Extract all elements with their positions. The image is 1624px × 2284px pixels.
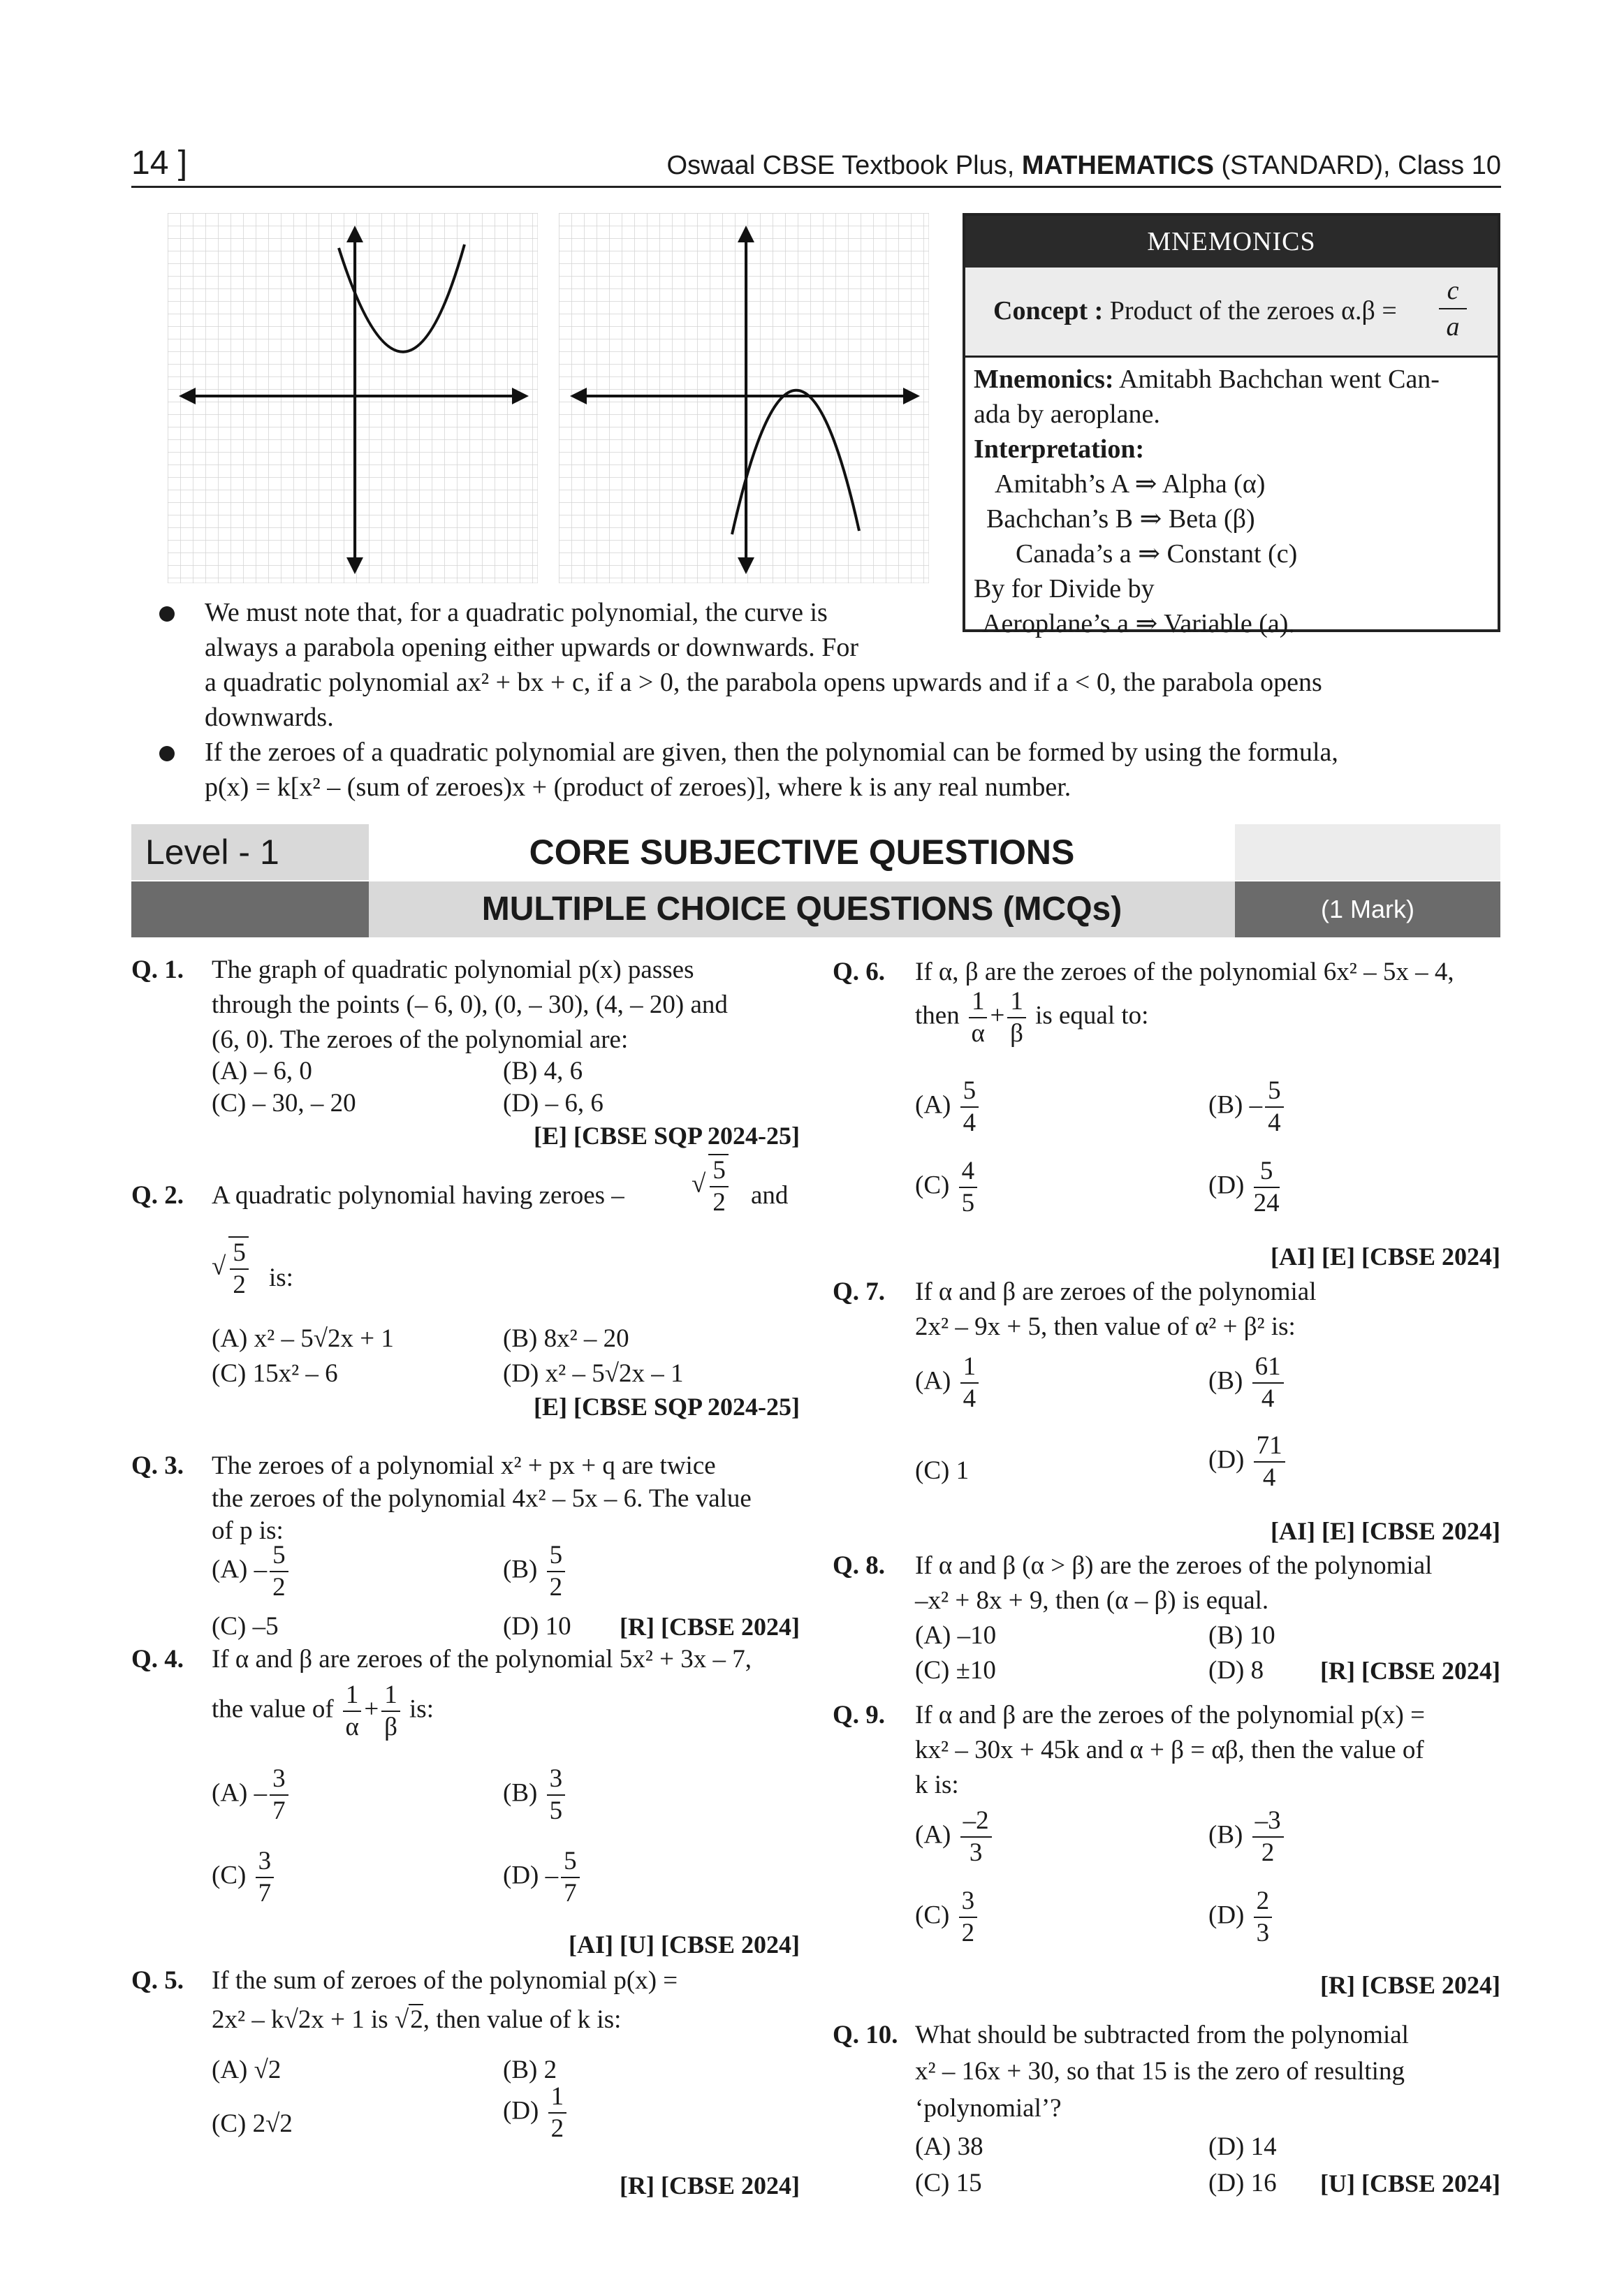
option-d: (D) $\frac{2}{3}$ — [1208, 1886, 1275, 1949]
option-b: (B) 4, 6 — [503, 1057, 583, 1085]
question-text: 2x² – k√2x + 1 is √2, then value of k is: — [212, 2005, 622, 2034]
option-b: (B) 8x² – 20 — [503, 1324, 629, 1353]
question-text: If α and β are zeroes of the polynomial 5x² + 3x – 7, — [212, 1645, 752, 1674]
option-c: (C) – 30, – 20 — [212, 1089, 356, 1118]
mnemonics-body: Mnemonics: Amitabh Bachchan went Can- ada by aeroplane. Interpretation: Amitabh’s A ⇒ Alpha (α) Bachchan’s B ⇒ Beta (β) Canada’s a ⇒ Constant (c) By for Divide by Aeroplane’s a ⇒ Variable (a). — [974, 365, 1440, 638]
downward-parabola-graph — [559, 213, 929, 583]
note-line: always a parabola opening either upwards or downwards. For — [205, 633, 859, 662]
question-number: Q. 3. — [131, 1451, 184, 1480]
option-c: (C) 2√2 — [212, 2109, 293, 2138]
option-b: (B) – $\frac{5}{4}$ — [1208, 1076, 1287, 1139]
note-line: We must note that, for a quadratic polynomial, the curve is — [205, 598, 828, 627]
question-number: Q. 2. — [131, 1181, 184, 1210]
page-number: 14 ] — [131, 145, 188, 182]
question-source: [U] [CBSE 2024] — [1320, 2169, 1500, 2197]
question-text: If α, β are the zeroes of the polynomial 6x² – 5x – 4, — [915, 958, 1454, 986]
question-source: [E] [CBSE SQP 2024-25] — [533, 1122, 800, 1150]
option-c: (C) 1 — [915, 1456, 970, 1485]
option-a: (A) $\frac{5}{4}$ — [915, 1076, 981, 1139]
option-d: (D) $\frac{1}{2}$ — [503, 2081, 569, 2144]
question-number: Q. 6. — [833, 958, 886, 986]
option-b: (B) $\frac{3}{5}$ — [503, 1764, 568, 1827]
option-d: (D) 8 — [1208, 1656, 1264, 1685]
question-text: The graph of quadratic polynomial p(x) passes — [212, 956, 694, 984]
question-text: If α and β (α > β) are the zeroes of the polynomial — [915, 1551, 1433, 1580]
option-d: (D) x² – 5√2x – 1 — [503, 1359, 684, 1388]
question-text: 2x² – 9x + 5, then value of α² + β² is: — [915, 1312, 1296, 1341]
note-line: If the zeroes of a quadratic polynomial are given, then the polynomial can be formed by using the formula, — [205, 738, 1338, 767]
question-number: Q. 4. — [131, 1645, 184, 1674]
option-d: (D) – 6, 6 — [503, 1089, 603, 1118]
option-b: (B) $\frac{-3}{2}$ — [1208, 1806, 1287, 1868]
section-title: CORE SUBJECTIVE QUESTIONS — [529, 833, 1075, 872]
question-text: If α and β are the zeroes of the polynomial p(x) = — [915, 1701, 1425, 1729]
question-number: Q. 8. — [833, 1551, 886, 1580]
question-source: [R] [CBSE 2024] — [1320, 1657, 1500, 1685]
option-c: (C) –5 — [212, 1612, 279, 1641]
level-label: Level - 1 — [131, 824, 369, 880]
option-c: (C) 15 — [915, 2169, 982, 2197]
option-a: (A) –10 — [915, 1621, 997, 1650]
option-b: (B) $\frac{61}{4}$ — [1208, 1352, 1287, 1414]
banner-cell — [131, 881, 369, 937]
option-d: (D) $\frac{5}{24}$ — [1208, 1157, 1280, 1217]
option-c: (C) 15x² – 6 — [212, 1359, 338, 1388]
option-d: (D) – $\frac{5}{7}$ — [503, 1846, 583, 1909]
question-source: [E] [CBSE SQP 2024-25] — [533, 1393, 800, 1421]
question-text: A quadratic polynomial having zeroes – — [212, 1181, 624, 1210]
option-d: (D) $\frac{71}{4}$ — [1208, 1430, 1288, 1493]
question-text: What should be subtracted from the polynomial — [915, 2021, 1409, 2049]
bullet-dot — [159, 606, 175, 622]
option-a: (A) 38 — [915, 2132, 983, 2161]
option-a: (A) $\frac{-2}{3}$ — [915, 1806, 995, 1868]
question-number: Q. 1. — [131, 956, 184, 984]
question-source: [R] [CBSE 2024] — [620, 2172, 800, 2199]
mcq-heading: MULTIPLE CHOICE QUESTIONS (MCQs) — [369, 881, 1235, 937]
option-c: (C) $\frac{3}{2}$ — [915, 1886, 980, 1949]
question-text: k is: — [915, 1771, 959, 1799]
question-source: [R] [CBSE 2024] — [1320, 1971, 1500, 1999]
question-text: If α and β are zeroes of the polynomial — [915, 1278, 1317, 1306]
question-source: [AI] [E] [CBSE 2024] — [1271, 1517, 1500, 1545]
question-number: Q. 10. — [833, 2021, 898, 2049]
bullet-dot — [159, 746, 175, 761]
concept-row: Concept : Product of the zeroes α.β = c a — [965, 268, 1498, 358]
option-a: (A) – $\frac{5}{2}$ — [212, 1540, 291, 1603]
question-text: and — [751, 1181, 789, 1210]
note-line: p(x) = k[x² – (sum of zeroes)x + (product of zeroes)], where k is any real number. — [205, 773, 1071, 802]
question-number: Q. 9. — [833, 1701, 886, 1729]
question-text: then $\frac{1}{\alpha}$ + $\frac{1}{\beta}$ is equal to: — [915, 987, 1149, 1048]
book-title: Oswaal CBSE Textbook Plus, MATHEMATICS (STANDARD), Class 10 — [666, 151, 1501, 180]
question-text: kx² – 30x + 45k and α + β = αβ, then the value of — [915, 1736, 1424, 1764]
option-a: (A) $\frac{1}{4}$ — [915, 1352, 981, 1414]
note-line: a quadratic polynomial ax² + bx + c, if a > 0, the parabola opens upwards and if a < 0, the parabola opens — [205, 668, 1322, 697]
question-source: [AI] [U] [CBSE 2024] — [569, 1931, 800, 1959]
option-c: (C) $\frac{3}{7}$ — [212, 1846, 277, 1909]
option-b: (B) 10 — [1208, 1621, 1275, 1650]
question-text: –x² + 8x + 9, then (α – β) is equal. — [915, 1586, 1269, 1615]
question-text: The zeroes of a polynomial x² + px + q are twice — [212, 1451, 716, 1480]
option-a: (A) – 6, 0 — [212, 1057, 312, 1085]
option-b: (B) 2 — [503, 2056, 557, 2084]
question-text: (6, 0). The zeroes of the polynomial are: — [212, 1025, 629, 1054]
option-b: (B) $\frac{5}{2}$ — [503, 1540, 568, 1603]
question-number: Q. 5. — [131, 1966, 184, 1995]
root-fraction: √ $\frac{5}{2}$ — [692, 1154, 731, 1218]
mnemonics-heading: MNEMONICS — [965, 216, 1498, 268]
root-fraction: √ $\frac{5}{2}$ — [212, 1236, 251, 1301]
option-d: (D) 10 — [503, 1612, 571, 1641]
question-source: [AI] [E] [CBSE 2024] — [1271, 1243, 1500, 1271]
question-number: Q. 7. — [833, 1278, 886, 1306]
question-text: If the sum of zeroes of the polynomial p(x) = — [212, 1966, 678, 1995]
question-text: through the points (– 6, 0), (0, – 30), (4, – 20) and — [212, 990, 728, 1019]
question-text: is: — [269, 1264, 293, 1292]
header-rule — [131, 186, 1501, 188]
banner-cell — [1235, 824, 1500, 880]
question-text: the value of $\frac{1}{\alpha}$ + $\frac{1}{\beta}$ is: — [212, 1681, 434, 1741]
upward-parabola-graph — [168, 213, 538, 583]
note-line: downwards. — [205, 703, 334, 732]
question-text: the zeroes of the polynomial 4x² – 5x – 6. The value — [212, 1484, 752, 1513]
mnemonics-box — [963, 213, 1500, 638]
option-a: (A) – $\frac{3}{7}$ — [212, 1764, 291, 1827]
question-text: of p is: — [212, 1516, 284, 1545]
marks-label: (1 Mark) — [1235, 881, 1500, 937]
question-source: [R] [CBSE 2024] — [620, 1613, 800, 1641]
option-a: (A) x² – 5√2x + 1 — [212, 1324, 394, 1353]
option-a: (A) √2 — [212, 2056, 281, 2084]
option-d: (D) 16 — [1208, 2169, 1277, 2197]
question-text: x² – 16x + 30, so that 15 is the zero of resulting — [915, 2057, 1405, 2086]
option-c: (C) ±10 — [915, 1656, 996, 1685]
option-b: (D) 14 — [1208, 2132, 1277, 2161]
question-text: ‘polynomial’? — [915, 2094, 1062, 2123]
option-c: (C) $\frac{4}{5}$ — [915, 1156, 980, 1219]
